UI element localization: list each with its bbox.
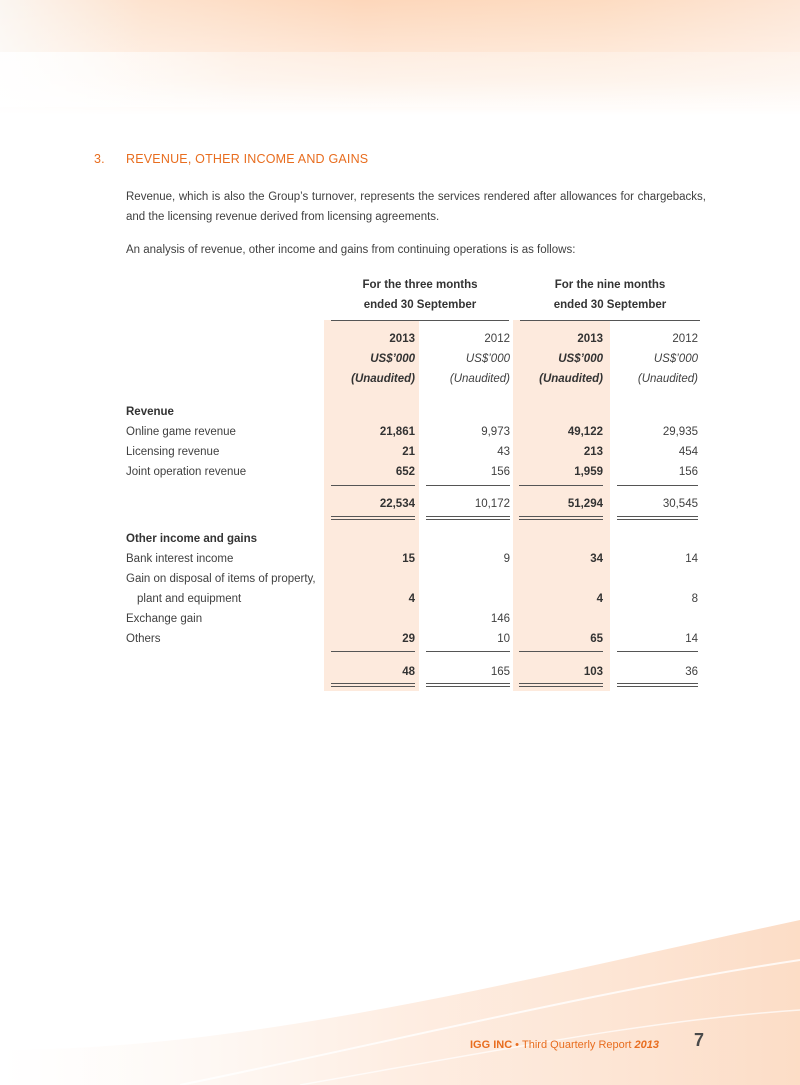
col-status: (Unaudited)	[351, 373, 415, 385]
column-unit-row	[0, 349, 800, 369]
value-cell: 213	[583, 446, 603, 458]
value-cell: 49,122	[567, 426, 603, 438]
total-cell: 30,545	[662, 498, 698, 510]
value-cell: 21	[402, 446, 415, 458]
table-row	[0, 569, 800, 589]
col-unit: US$’000	[370, 353, 415, 365]
row-label: Gain on disposal of items of property,	[126, 573, 316, 585]
other-total-row	[0, 662, 800, 682]
value-cell: 29,935	[662, 426, 698, 438]
col-year: 2013	[389, 333, 415, 345]
col-year: 2012	[672, 333, 698, 345]
value-cell: 4	[408, 593, 415, 605]
group-header-line1: For the three months	[362, 279, 478, 291]
value-cell: 454	[678, 446, 698, 458]
subtotal-rule	[331, 485, 415, 486]
intro-paragraph: Revenue, which is also the Group’s turnover, represents the services rendered after allowances for chargebacks, and the licensing revenue derived from licensing agreements.	[126, 191, 706, 223]
col-status: (Unaudited)	[637, 373, 698, 385]
header-decoration	[0, 0, 800, 115]
value-cell: 9,973	[481, 426, 510, 438]
value-cell: 14	[685, 633, 698, 645]
total-double-rule	[426, 516, 510, 520]
row-label: Licensing revenue	[126, 446, 220, 458]
value-cell: 43	[497, 446, 510, 458]
total-double-rule	[519, 683, 603, 687]
col-unit: US$’000	[558, 353, 603, 365]
value-cell: 156	[678, 466, 698, 478]
total-cell: 51,294	[567, 498, 603, 510]
total-double-rule	[331, 516, 415, 520]
value-cell: 34	[590, 553, 603, 565]
subtotal-rule	[617, 651, 698, 652]
total-cell: 22,534	[379, 498, 415, 510]
row-label: Joint operation revenue	[126, 466, 247, 478]
revenue-heading-row	[0, 402, 800, 422]
total-double-rule	[331, 683, 415, 687]
total-cell: 48	[402, 666, 415, 678]
footer-report-title	[470, 1034, 710, 1056]
row-label: Exchange gain	[126, 613, 203, 625]
total-double-rule	[617, 516, 698, 520]
total-double-rule	[617, 683, 698, 687]
row-label: plant and equipment	[137, 593, 242, 605]
subtotal-rule	[331, 651, 415, 652]
table-row	[0, 629, 800, 649]
table-row	[0, 422, 800, 442]
total-cell: 36	[685, 666, 698, 678]
column-year-row	[0, 329, 800, 349]
value-cell: 10	[497, 633, 510, 645]
revenue-heading: Revenue	[126, 406, 174, 418]
value-cell: 21,861	[379, 426, 415, 438]
footer-bullet: •	[515, 1039, 520, 1051]
footer-decoration	[0, 900, 800, 1085]
col-status: (Unaudited)	[449, 373, 510, 385]
value-cell: 15	[402, 553, 415, 565]
total-cell: 10,172	[474, 498, 510, 510]
section-heading	[94, 152, 368, 166]
col-status: (Unaudited)	[539, 373, 603, 385]
subtotal-rule	[519, 485, 603, 486]
column-status-row	[0, 369, 800, 389]
value-cell: 8	[691, 593, 698, 605]
value-cell: 9	[503, 553, 510, 565]
value-cell: 156	[490, 466, 510, 478]
other-heading-row	[0, 529, 800, 549]
value-cell: 29	[402, 633, 415, 645]
row-label: Bank interest income	[126, 553, 234, 565]
group-header-line2: ended 30 September	[553, 299, 667, 311]
col-unit: US$’000	[465, 353, 510, 365]
subtotal-rule	[617, 485, 698, 486]
section-title: REVENUE, OTHER INCOME AND GAINS	[126, 152, 369, 166]
value-cell: 65	[590, 633, 603, 645]
section-number: 3.	[94, 152, 105, 166]
total-double-rule	[519, 516, 603, 520]
row-label: Online game revenue	[126, 426, 236, 438]
col-year: 2012	[484, 333, 510, 345]
revenue-total-row	[0, 494, 800, 514]
subtotal-rule	[426, 485, 510, 486]
analysis-paragraph: An analysis of revenue, other income and gains from continuing operations is as follows:	[126, 244, 576, 256]
other-income-heading: Other income and gains	[126, 533, 257, 545]
group-header-line2: ended 30 September	[363, 299, 477, 311]
value-cell: 4	[596, 593, 603, 605]
total-double-rule	[426, 683, 510, 687]
value-cell: 652	[395, 466, 415, 478]
value-cell: 14	[685, 553, 698, 565]
table-row	[0, 462, 800, 482]
footer-year: 2013	[634, 1039, 660, 1051]
group-header-nine-months	[520, 275, 700, 315]
group-header-line1: For the nine months	[554, 279, 666, 291]
total-cell: 103	[583, 666, 603, 678]
table-row	[0, 549, 800, 569]
value-cell: 146	[490, 613, 510, 625]
page-number: 7	[694, 1030, 705, 1050]
table-row	[0, 609, 800, 629]
col-year: 2013	[577, 333, 603, 345]
footer-report: Third Quarterly Report	[522, 1039, 632, 1051]
table-row	[0, 442, 800, 462]
group-header-three-months	[331, 275, 509, 315]
footer-company: IGG INC	[470, 1039, 513, 1051]
table-row	[0, 589, 800, 609]
value-cell: 1,959	[574, 466, 603, 478]
col-unit: US$’000	[653, 353, 698, 365]
subtotal-rule	[519, 651, 603, 652]
row-label: Others	[126, 633, 161, 645]
total-cell: 165	[490, 666, 510, 678]
subtotal-rule	[426, 651, 510, 652]
